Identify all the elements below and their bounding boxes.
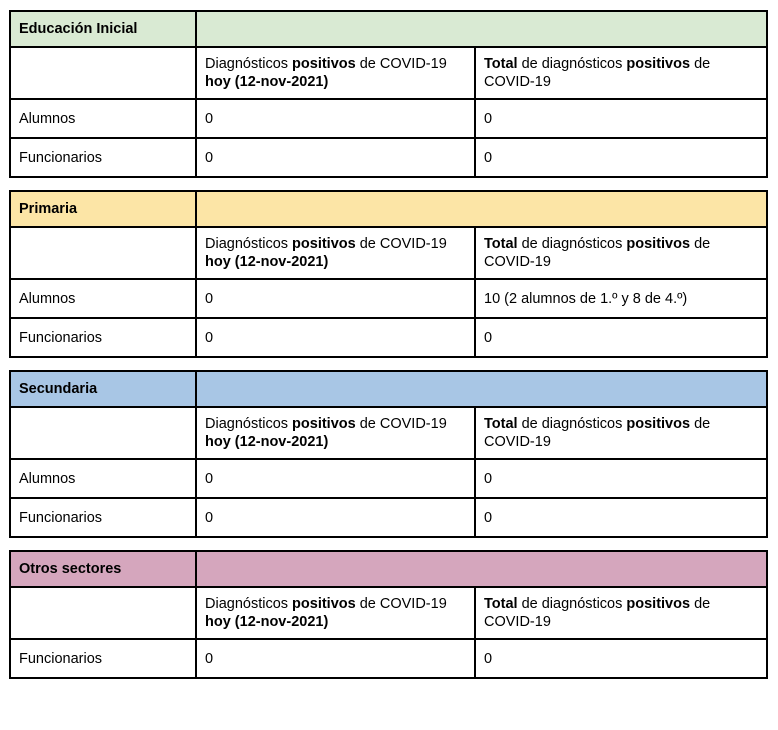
table-row [10, 279, 767, 318]
row-total: 0 [475, 639, 767, 678]
column-header-row [10, 407, 767, 459]
header-total-text: de diagnósticos [517, 416, 627, 432]
row-today: 0 [196, 279, 475, 318]
row-today: 0 [196, 138, 475, 177]
header-total-text-2: de COVID-19 [484, 236, 711, 270]
header-total-bold-2: positivos [626, 416, 691, 432]
header-today-bold: positivos [292, 236, 356, 252]
header-total-text-2: de COVID-19 [484, 416, 711, 450]
header-today-text: Diagnósticos [205, 596, 293, 612]
table-row [10, 498, 767, 537]
section-table-primaria [9, 190, 768, 358]
row-today: 0 [196, 639, 475, 678]
table-row [10, 318, 767, 357]
header-total-bold-2: positivos [626, 56, 691, 72]
column-header-row [10, 47, 767, 99]
header-total-bold-2: positivos [626, 596, 691, 612]
header-today-date: hoy (12-nov-2021) [205, 254, 329, 270]
header-today-text: Diagnósticos [205, 416, 293, 432]
row-total: 0 [475, 99, 767, 138]
row-total: 0 [475, 138, 767, 177]
header-today-bold: positivos [292, 56, 356, 72]
header-total [475, 227, 767, 279]
header-today-date: hoy (12-nov-2021) [205, 74, 329, 90]
row-total: 0 [475, 459, 767, 498]
header-total-text-2: de COVID-19 [484, 596, 711, 630]
section-title: Secundaria [10, 371, 196, 407]
table-row [10, 459, 767, 498]
header-today [196, 407, 475, 459]
section-header-fill [196, 551, 767, 587]
header-today [196, 227, 475, 279]
empty-header-cell [10, 407, 196, 459]
row-today: 0 [196, 99, 475, 138]
header-total-bold: Total [484, 596, 518, 612]
row-label: Alumnos [10, 99, 196, 138]
section-header-row [10, 11, 767, 47]
header-total-text: de diagnósticos [517, 56, 627, 72]
header-today-bold: positivos [292, 596, 356, 612]
section-title: Educación Inicial [10, 11, 196, 47]
column-header-row [10, 227, 767, 279]
row-today: 0 [196, 459, 475, 498]
row-label: Funcionarios [10, 639, 196, 678]
header-today-text: Diagnósticos [205, 56, 293, 72]
row-total: 0 [475, 318, 767, 357]
section-table-secundaria [9, 370, 768, 538]
row-today: 0 [196, 318, 475, 357]
header-today-text: Diagnósticos [205, 236, 293, 252]
header-total-text: de diagnósticos [517, 236, 627, 252]
section-header-row [10, 191, 767, 227]
section-header-fill [196, 191, 767, 227]
header-total-text: de diagnósticos [517, 596, 627, 612]
header-today-date: hoy (12-nov-2021) [205, 614, 329, 630]
row-label: Funcionarios [10, 498, 196, 537]
empty-header-cell [10, 227, 196, 279]
header-total [475, 407, 767, 459]
row-total: 0 [475, 498, 767, 537]
section-header-row [10, 551, 767, 587]
row-label: Funcionarios [10, 138, 196, 177]
row-today: 0 [196, 498, 475, 537]
header-total-bold: Total [484, 56, 518, 72]
table-row [10, 138, 767, 177]
row-label: Alumnos [10, 459, 196, 498]
section-title: Primaria [10, 191, 196, 227]
empty-header-cell [10, 47, 196, 99]
header-total-bold: Total [484, 236, 518, 252]
table-row [10, 639, 767, 678]
header-today [196, 47, 475, 99]
header-today-bold: positivos [292, 416, 356, 432]
header-total-bold-2: positivos [626, 236, 691, 252]
header-today-text-2: de COVID-19 [355, 416, 447, 432]
header-today-text-2: de COVID-19 [355, 596, 447, 612]
section-header-fill [196, 11, 767, 47]
header-total [475, 587, 767, 639]
header-total-bold: Total [484, 416, 518, 432]
header-total [475, 47, 767, 99]
empty-header-cell [10, 587, 196, 639]
section-table-educacion-inicial [9, 10, 768, 178]
column-header-row [10, 587, 767, 639]
row-label: Alumnos [10, 279, 196, 318]
section-table-otros-sectores [9, 550, 768, 679]
row-total: 10 (2 alumnos de 1.º y 8 de 4.º) [475, 279, 767, 318]
section-header-fill [196, 371, 767, 407]
header-today-date: hoy (12-nov-2021) [205, 434, 329, 450]
section-title: Otros sectores [10, 551, 196, 587]
header-today [196, 587, 475, 639]
row-label: Funcionarios [10, 318, 196, 357]
section-header-row [10, 371, 767, 407]
header-total-text-2: de COVID-19 [484, 56, 711, 90]
header-today-text-2: de COVID-19 [355, 236, 447, 252]
header-today-text-2: de COVID-19 [355, 56, 447, 72]
table-row [10, 99, 767, 138]
